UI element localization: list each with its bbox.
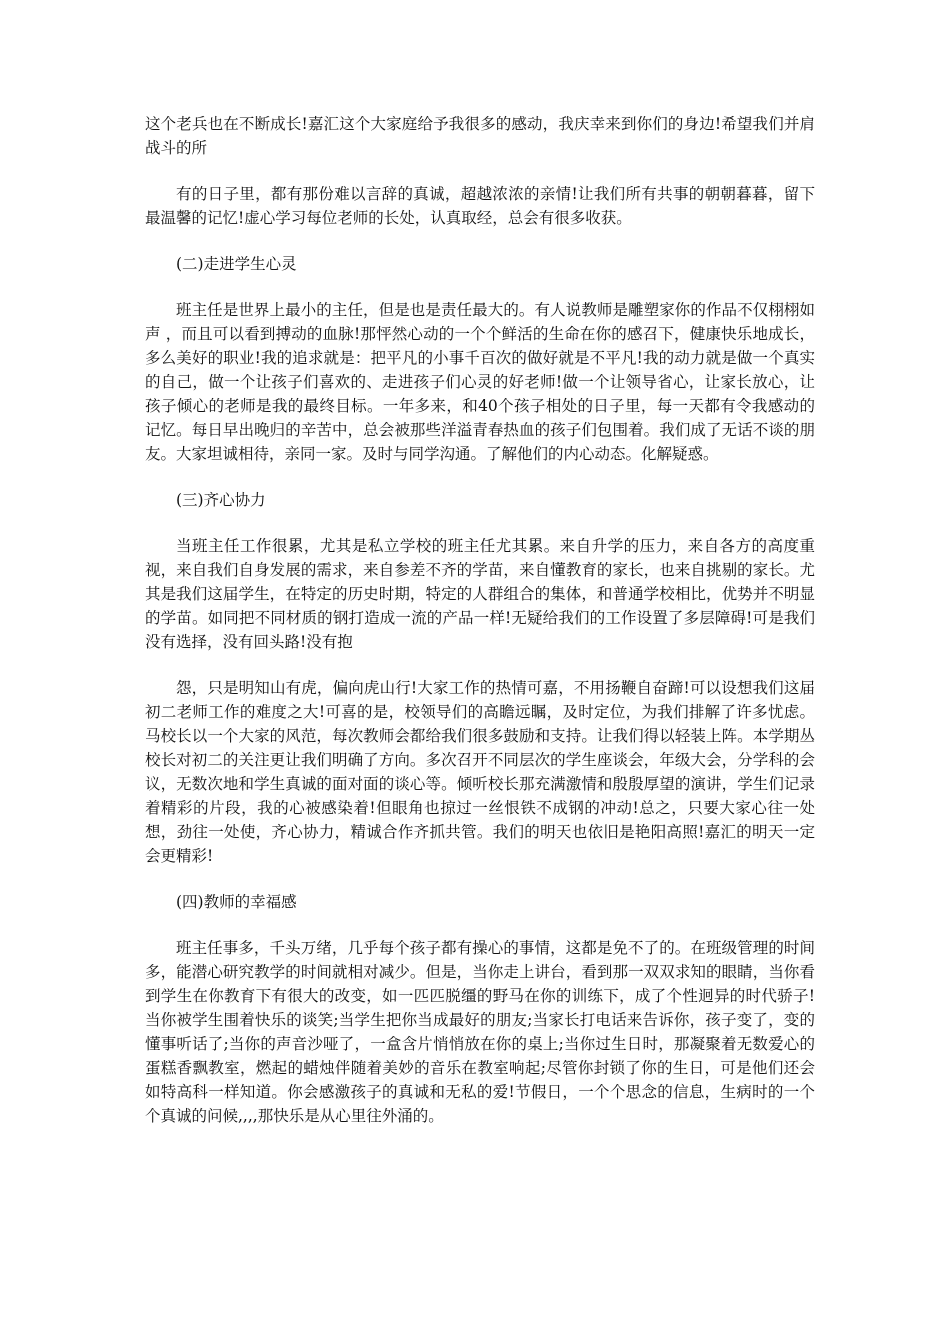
section-heading-3: (三)齐心协力	[176, 491, 266, 509]
paragraph-6: 班主任事多，千头万绪，几乎每个孩子都有操心的事情，这都是免不了的。在班级管理的时间多，能潜心研究教学的时间就相对减少。但是，当你走上讲台，看到那一双双求知的眼睛，当你看到学生在你教育下有很大的改变，如一匹匹脱缰的野马在你的训练下，成了个性迥异的时代骄子!当你被学生围着快乐的谈笑;当学生把你当成最好的朋友;当家长打电话来告诉你，孩子变了，变的懂事听话了;当你的声音沙哑了，一盒含片悄悄放在你的桌上;当你过生日时，那凝聚着无数爱心的蛋糕香飘教室，燃起的蜡烛伴随着美妙的音乐在教室响起;尽管你封锁了你的生日，可是他们还会如特高科一样知道。你会感激孩子的真诚和无私的爱!节假日，一个个思念的信息，生病时的一个个真诚的问候,,,,那快乐是从心里往外涌的。	[145, 939, 815, 1125]
section-heading-4: (四)教师的幸福感	[176, 893, 297, 911]
document-page	[145, 112, 815, 1150]
paragraph-4: 当班主任工作很累，尤其是私立学校的班主任尤其累。来自升学的压力，来自各方的高度重视，来自我们自身发展的需求，来自参差不齐的学苗，来自懂教育的家长，也来自挑剔的家长。尤其是我们这届学生，在特定的历史时期，特定的人群组合的集体，和普通学校相比，优势并不明显的学苗。如同把不同材质的钢打造成一流的产品一样!无疑给我们的工作设置了多层障碍!可是我们没有选择，没有回头路!没有抱	[145, 537, 815, 651]
paragraph-5: 怨，只是明知山有虎，偏向虎山行!大家工作的热情可嘉，不用扬鞭自奋蹄!可以设想我们这届初二老师工作的难度之大!可喜的是，校领导们的高瞻远瞩，及时定位，为我们排解了许多忧虑。马校长以一个大家的风范，每次教师会都给我们很多鼓励和支持。让我们得以轻装上阵。本学期丛校长对初二的关注更让我们明确了方向。多次召开不同层次的学生座谈会，年级大会，分学科的会议，无数次地和学生真诚的面对面的谈心等。倾听校长那充满激情和殷殷厚望的演讲，学生们记录着精彩的片段，我的心被感染着!但眼角也掠过一丝恨铁不成钢的冲动!总之，只要大家心往一处想，劲往一处使，齐心协力，精诚合作齐抓共管。我们的明天也依旧是艳阳高照!嘉汇的明天一定会更精彩!	[145, 679, 815, 865]
paragraph-2: 有的日子里，都有那份难以言辞的真诚，超越浓浓的亲情!让我们所有共事的朝朝暮暮，留下最温馨的记忆!虚心学习每位老师的长处，认真取经，总会有很多收获。	[145, 185, 815, 227]
section-heading-2: (二)走进学生心灵	[176, 255, 297, 273]
paragraph-3: 班主任是世界上最小的主任，但是也是责任最大的。有人说教师是雕塑家你的作品不仅栩栩如声 ，而且可以看到搏动的血脉!那怦然心动的一个个鲜活的生命在你的感召下，健康快乐地成长，多么美好的职业!我的追求就是：把平凡的小事千百次的做好就是不平凡!我的动力就是做一个真实的自己，做一个让孩子们喜欢的、走进孩子们心灵的好老师!做一个让领导省心，让家长放心，让孩子倾心的老师是我的最终目标。一年多来，和40个孩子相处的日子里，每一天都有令我感动的记忆。每日早出晚归的辛苦中，总会被那些洋溢青春热血的孩子们包围着。我们成了无话不谈的朋友。大家坦诚相待，亲同一家。及时与同学沟通。了解他们的内心动态。化解疑惑。	[145, 301, 815, 463]
paragraph-1: 这个老兵也在不断成长!嘉汇这个大家庭给予我很多的感动，我庆幸来到你们的身边!希望我们并肩战斗的所	[145, 115, 815, 157]
